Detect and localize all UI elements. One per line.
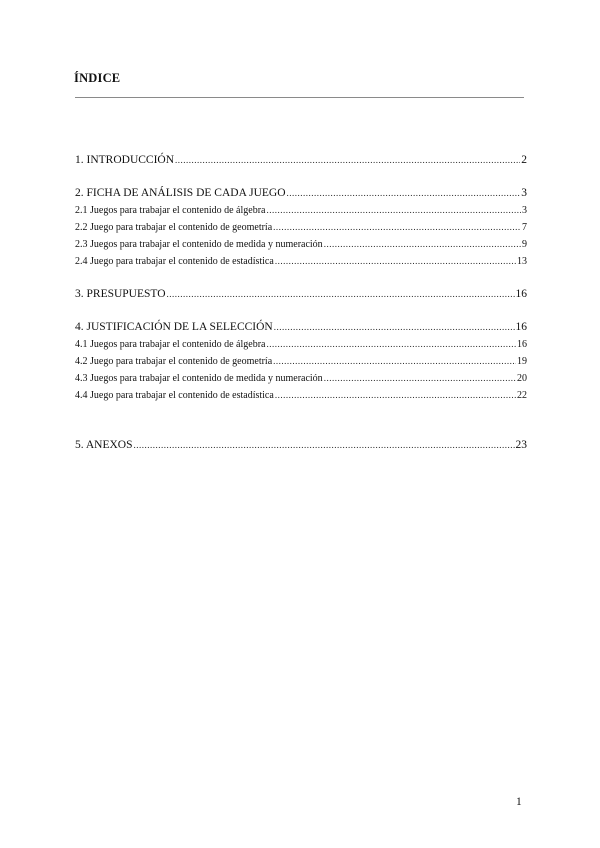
- dot-leader: [274, 319, 515, 336]
- dot-leader: [266, 202, 521, 219]
- toc-entry-label: 4.3 Juegos para trabajar el contenido de medida y numeración: [75, 373, 323, 384]
- toc-entry-label: 4.2 Juego para trabajar el contenido de geometría: [75, 356, 273, 367]
- toc-entry-page: 22: [517, 390, 527, 401]
- toc-entry-page: 23: [515, 439, 527, 451]
- dot-leader: [273, 219, 521, 236]
- toc-entry-presupuesto[interactable]: [75, 286, 527, 303]
- dot-leader: [175, 152, 520, 169]
- toc-entry-page: 3: [522, 205, 527, 216]
- toc-entry-2-1[interactable]: [75, 202, 527, 219]
- dot-leader: [266, 336, 516, 353]
- toc-entry-label: 2. FICHA DE ANÁLISIS DE CADA JUEGO: [75, 187, 286, 199]
- toc-entry-page: 13: [517, 256, 527, 267]
- toc-entry-introduccion[interactable]: [75, 152, 527, 169]
- toc-entry-page: 19: [517, 356, 527, 367]
- toc-entry-page: 16: [515, 321, 527, 333]
- toc-entry-anexos[interactable]: [75, 437, 527, 454]
- page-title: ÍNDICE: [74, 71, 121, 85]
- toc-entry-page: 2: [521, 154, 527, 166]
- toc-entry-label: 3. PRESUPUESTO: [75, 288, 166, 300]
- table-of-contents: [75, 152, 527, 454]
- toc-entry-2-4[interactable]: [75, 253, 527, 270]
- dot-leader: [167, 286, 515, 303]
- dot-leader: [324, 370, 516, 387]
- title-divider: [75, 97, 524, 98]
- toc-entry-4-4[interactable]: [75, 387, 527, 404]
- dot-leader: [287, 185, 521, 202]
- toc-entry-2-3[interactable]: [75, 236, 527, 253]
- toc-entry-label: 4. JUSTIFICACIÓN DE LA SELECCIÓN: [75, 321, 273, 333]
- toc-entry-4-2[interactable]: [75, 353, 527, 370]
- toc-entry-label: 2.1 Juegos para trabajar el contenido de álgebra: [75, 205, 266, 216]
- toc-entry-4-1[interactable]: [75, 336, 527, 353]
- dot-leader: [275, 253, 516, 270]
- toc-entry-label: 4.4 Juego para trabajar el contenido de estadística: [75, 390, 274, 401]
- toc-entry-label: 2.3 Juegos para trabajar el contenido de medida y numeración: [75, 239, 323, 250]
- dot-leader: [275, 387, 516, 404]
- toc-entry-label: 1. INTRODUCCIÓN: [75, 154, 175, 166]
- dot-leader: [324, 236, 521, 253]
- toc-entry-label: 5. ANEXOS: [75, 439, 133, 451]
- toc-entry-page: 20: [517, 373, 527, 384]
- toc-entry-4-3[interactable]: [75, 370, 527, 387]
- toc-entry-ficha-analisis[interactable]: [75, 185, 527, 202]
- page-number: 1: [516, 796, 522, 808]
- dot-leader: [273, 353, 516, 370]
- toc-entry-page: 3: [521, 187, 527, 199]
- toc-entry-label: 2.2 Juego para trabajar el contenido de geometría: [75, 222, 273, 233]
- toc-entry-label: 4.1 Juegos para trabajar el contenido de álgebra: [75, 339, 266, 350]
- toc-entry-page: 7: [522, 222, 527, 233]
- toc-entry-page: 16: [515, 288, 527, 300]
- toc-entry-justificacion[interactable]: [75, 319, 527, 336]
- dot-leader: [134, 437, 515, 454]
- toc-entry-2-2[interactable]: [75, 219, 527, 236]
- toc-entry-page: 9: [522, 239, 527, 250]
- toc-entry-page: 16: [517, 339, 527, 350]
- toc-entry-label: 2.4 Juego para trabajar el contenido de estadística: [75, 256, 274, 267]
